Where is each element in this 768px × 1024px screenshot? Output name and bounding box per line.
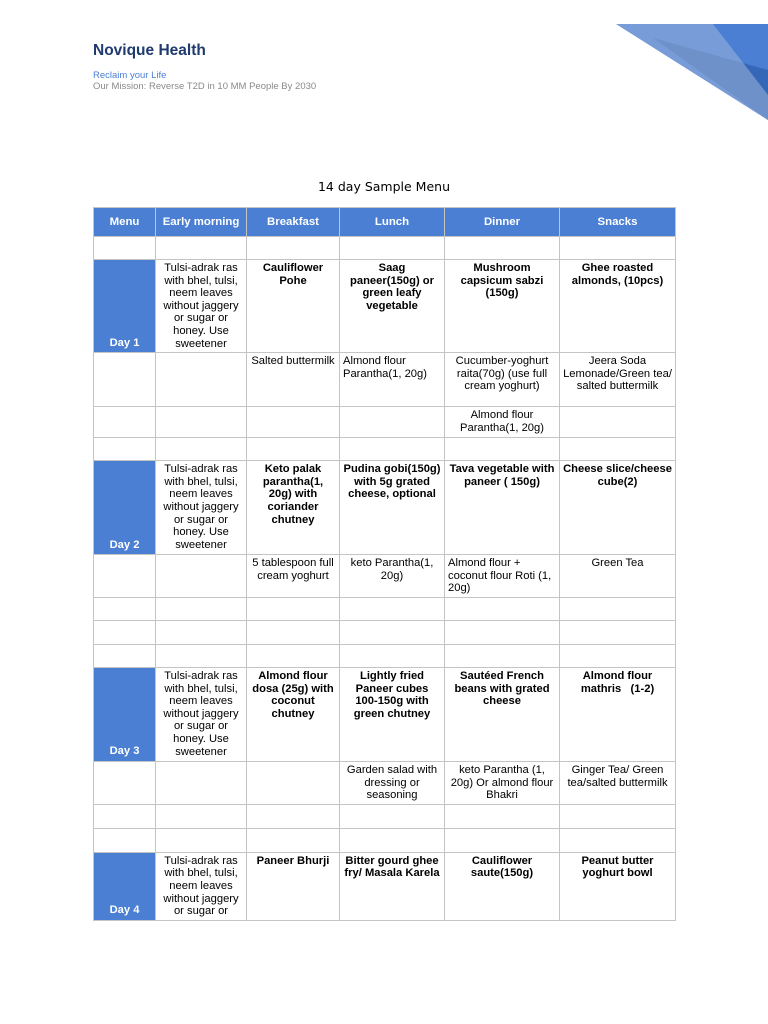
header-row bbox=[94, 208, 676, 237]
table-row bbox=[94, 761, 676, 804]
day1-dinner: Mushroom capsicum sabzi (150g) bbox=[445, 260, 560, 353]
table-row bbox=[94, 461, 676, 555]
day3-lunch: Lightly fried Paneer cubes 100-150g with green chutney bbox=[340, 667, 445, 761]
day1-dinner-2: Cucumber-yoghurt raita(70g) (use full cream yoghurt) bbox=[445, 353, 560, 407]
day2-snacks-2: Green Tea bbox=[560, 555, 676, 598]
day1-breakfast-2: Salted buttermilk bbox=[247, 353, 340, 407]
day4-lunch: Bitter gourd ghee fry/ Masala Karela bbox=[340, 852, 445, 920]
header-lunch: Lunch bbox=[340, 208, 445, 237]
table-row bbox=[94, 353, 676, 407]
day2-breakfast-2: 5 tablespoon full cream yoghurt bbox=[247, 555, 340, 598]
day4-breakfast: Paneer Bhurji bbox=[247, 852, 340, 920]
corner-decoration bbox=[593, 0, 768, 125]
day2-snacks: Cheese slice/cheese cube(2) bbox=[560, 461, 676, 555]
brand-name: Novique Health bbox=[93, 42, 206, 59]
spacer-row bbox=[94, 828, 676, 852]
day4-early-morning: Tulsi-adrak ras with bhel, tulsi, neem leaves without jaggery or sugar or bbox=[156, 852, 247, 920]
day3-dinner-2: keto Parantha (1, 20g) Or almond flour Bhakri bbox=[445, 761, 560, 804]
header-breakfast: Breakfast bbox=[247, 208, 340, 237]
spacer-row bbox=[94, 597, 676, 620]
day1-breakfast: Cauliflower Pohe bbox=[247, 260, 340, 353]
day2-breakfast: Keto palak parantha(1, 20g) with coriander chutney bbox=[247, 461, 340, 555]
day3-label: Day 3 bbox=[94, 667, 156, 761]
table-row bbox=[94, 852, 676, 920]
day1-snacks-2: Jeera Soda Lemonade/Green tea/ salted buttermilk bbox=[560, 353, 676, 407]
table-row bbox=[94, 407, 676, 438]
mission-statement: Our Mission: Reverse T2D in 10 MM People By 2030 bbox=[93, 81, 317, 92]
day2-dinner-2: Almond flour + coconut flour Roti (1, 20g) bbox=[445, 555, 560, 598]
table-row bbox=[94, 260, 676, 353]
header-dinner: Dinner bbox=[445, 208, 560, 237]
table-row bbox=[94, 555, 676, 598]
day3-breakfast: Almond flour dosa (25g) with coconut chutney bbox=[247, 667, 340, 761]
day1-lunch: Saag paneer(150g) or green leafy vegetable bbox=[340, 260, 445, 353]
header-early-morning: Early morning bbox=[156, 208, 247, 237]
day2-dinner: Tava vegetable with paneer ( 150g) bbox=[445, 461, 560, 555]
spacer-row bbox=[94, 620, 676, 644]
spacer-row bbox=[94, 237, 676, 260]
table-row bbox=[94, 667, 676, 761]
day3-snacks: Almond flour mathris (1-2) bbox=[560, 667, 676, 761]
day1-dinner-3: Almond flour Parantha(1, 20g) bbox=[445, 407, 560, 438]
day4-dinner: Cauliflower saute(150g) bbox=[445, 852, 560, 920]
tagline: Reclaim your Life bbox=[93, 70, 167, 81]
day3-lunch-2: Garden salad with dressing or seasoning bbox=[340, 761, 445, 804]
day1-snacks: Ghee roasted almonds, (10pcs) bbox=[560, 260, 676, 353]
spacer-row bbox=[94, 438, 676, 461]
day2-early-morning: Tulsi-adrak ras with bhel, tulsi, neem leaves without jaggery or sugar or honey. Use sweetener bbox=[156, 461, 247, 555]
spacer-row bbox=[94, 804, 676, 828]
day1-label: Day 1 bbox=[94, 260, 156, 353]
page-title: 14 day Sample Menu bbox=[317, 179, 450, 194]
day1-lunch-2: Almond flour Parantha(1, 20g) bbox=[340, 353, 445, 407]
header-menu: Menu bbox=[94, 208, 156, 237]
day3-snacks-2: Ginger Tea/ Green tea/salted buttermilk bbox=[560, 761, 676, 804]
day4-label: Day 4 bbox=[94, 852, 156, 920]
spacer-row bbox=[94, 644, 676, 667]
day2-label: Day 2 bbox=[94, 461, 156, 555]
day1-early-morning: Tulsi-adrak ras with bhel, tulsi, neem leaves without jaggery or sugar or honey. Use sweetener bbox=[156, 260, 247, 353]
header-snacks: Snacks bbox=[560, 208, 676, 237]
day4-snacks: Peanut butter yoghurt bowl bbox=[560, 852, 676, 920]
day3-dinner: Sautéed French beans with grated cheese bbox=[445, 667, 560, 761]
day2-lunch-2: keto Parantha(1, 20g) bbox=[340, 555, 445, 598]
day3-early-morning: Tulsi-adrak ras with bhel, tulsi, neem leaves without jaggery or sugar or honey. Use sweetener bbox=[156, 667, 247, 761]
day2-lunch: Pudina gobi(150g) with 5g grated cheese, optional bbox=[340, 461, 445, 555]
menu-table bbox=[93, 207, 676, 921]
